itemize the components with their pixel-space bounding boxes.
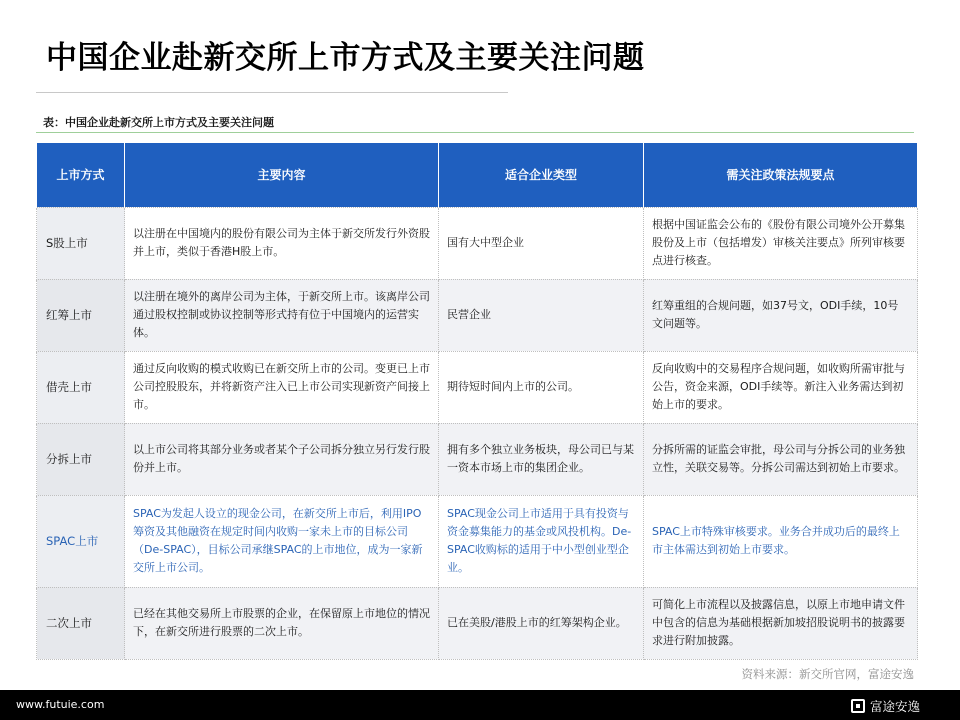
- cell-content: 以上市公司将其部分业务或者某个子公司拆分独立另行发行股份并上市。: [125, 423, 439, 495]
- cell-company-type: 已在美股/港股上市的红筹架构企业。: [439, 587, 644, 659]
- table-row: [37, 423, 918, 495]
- header-suitable-company-type: 适合企业类型: [439, 143, 644, 207]
- futu-logo-icon: [851, 699, 865, 713]
- cell-method: SPAC上市: [37, 495, 125, 587]
- cell-company-type: 国有大中型企业: [439, 207, 644, 279]
- cell-company-type: 拥有多个独立业务板块，母公司已与某一资本市场上市的集团企业。: [439, 423, 644, 495]
- table-row: [37, 587, 918, 659]
- footer-bar: [0, 690, 960, 720]
- cell-method: 红筹上市: [37, 279, 125, 351]
- page-title: 中国企业赴新交所上市方式及主要关注问题: [46, 40, 645, 76]
- title-divider: [36, 92, 508, 93]
- source-note: 资料来源：新交所官网，富途安逸: [741, 667, 914, 681]
- cell-policy: 可简化上市流程以及披露信息，以原上市地申请文件中包含的信息为基础根据新加坡招股说明书的披露要求进行附加披露。: [644, 587, 918, 659]
- cell-policy: 分拆所需的证监会审批，母公司与分拆公司的业务独立性，关联交易等。分拆公司需达到初始上市要求。: [644, 423, 918, 495]
- cell-content: 以注册在中国境内的股份有限公司为主体于新交所发行外资股并上市，类似于香港H股上市。: [125, 207, 439, 279]
- header-policy-points: 需关注政策法规要点: [644, 143, 918, 207]
- table-row: [37, 279, 918, 351]
- table-header-row: [37, 143, 918, 207]
- table-row: [37, 207, 918, 279]
- cell-policy: 红筹重组的合规问题，如37号文，ODI手续，10号文问题等。: [644, 279, 918, 351]
- cell-method: S股上市: [37, 207, 125, 279]
- caption-divider: [36, 132, 914, 133]
- listing-methods-table: [36, 143, 918, 660]
- footer-url[interactable]: www.futuie.com: [16, 698, 105, 711]
- table-row-spac: [37, 495, 918, 587]
- cell-company-type: 期待短时间内上市的公司。: [439, 351, 644, 423]
- header-main-content: 主要内容: [125, 143, 439, 207]
- cell-method: 借壳上市: [37, 351, 125, 423]
- table-caption: 表：中国企业赴新交所上市方式及主要关注问题: [43, 116, 274, 129]
- cell-content: SPAC为发起人设立的现金公司，在新交所上市后，利用IPO筹资及其他融资在规定时间内收购一家未上市的目标公司（De-SPAC），目标公司承继SPAC的上市地位，成为一家新交所上市公司。: [125, 495, 439, 587]
- cell-method: 二次上市: [37, 587, 125, 659]
- cell-policy: 反向收购中的交易程序合规问题，如收购所需审批与公告，资金来源，ODI手续等。新注入业务需达到初始上市的要求。: [644, 351, 918, 423]
- footer-brand: [851, 697, 920, 715]
- cell-policy: SPAC上市特殊审核要求。业务合并成功后的最终上市主体需达到初始上市要求。: [644, 495, 918, 587]
- cell-content: 已经在其他交易所上市股票的企业，在保留原上市地位的情况下，在新交所进行股票的二次上市。: [125, 587, 439, 659]
- cell-company-type: SPAC现金公司上市适用于具有投资与资金募集能力的基金或风投机构。De-SPAC收购标的适用于中小型创业型企业。: [439, 495, 644, 587]
- cell-company-type: 民营企业: [439, 279, 644, 351]
- table-row: [37, 351, 918, 423]
- cell-content: 以注册在境外的离岸公司为主体，于新交所上市。该离岸公司通过股权控制或协议控制等形式持有位于中国境内的运营实体。: [125, 279, 439, 351]
- cell-content: 通过反向收购的模式收购已在新交所上市的公司。变更已上市公司控股股东，并将新资产注入已上市公司实现新资产间接上市。: [125, 351, 439, 423]
- cell-policy: 根据中国证监会公布的《股份有限公司境外公开募集股份及上市（包括增发）审核关注要点》所列审核要点进行核查。: [644, 207, 918, 279]
- cell-method: 分拆上市: [37, 423, 125, 495]
- footer-brand-name: 富途安逸: [869, 699, 920, 714]
- header-listing-method: 上市方式: [37, 143, 125, 207]
